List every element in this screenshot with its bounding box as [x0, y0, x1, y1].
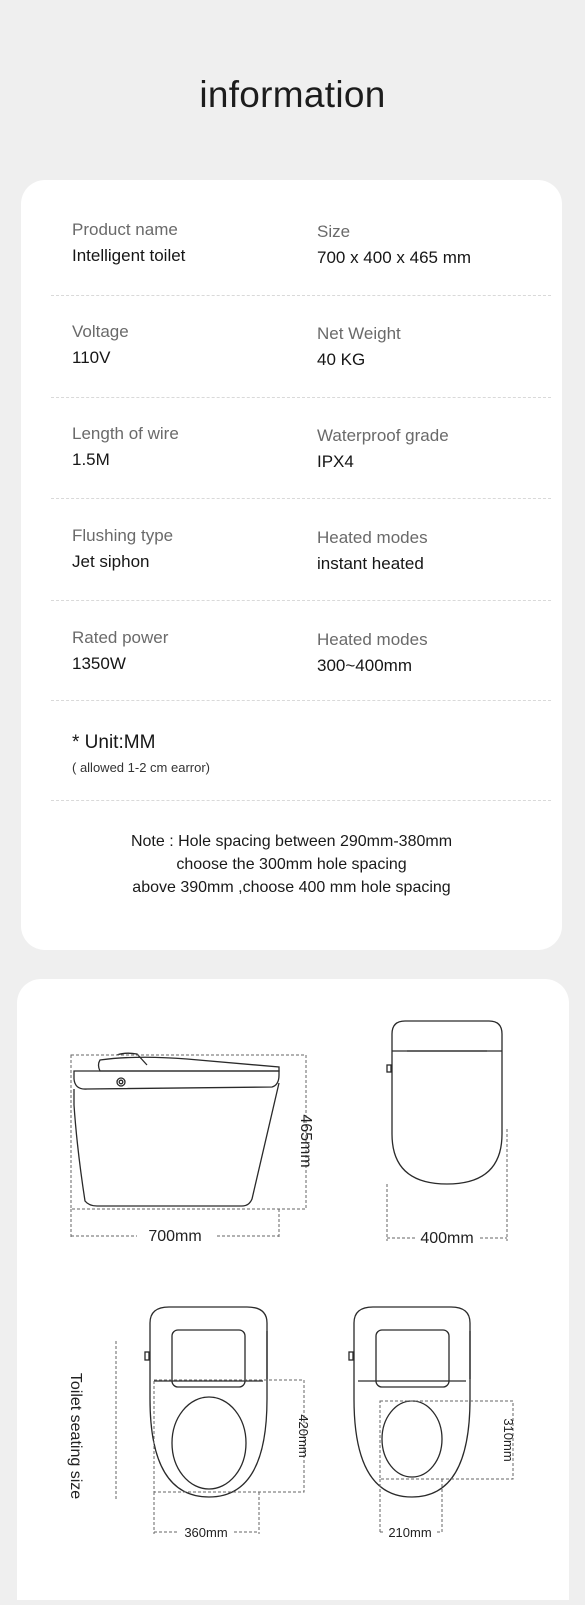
spec-cell: [72, 424, 179, 470]
row-divider: [51, 397, 551, 398]
spec-value: 1350W: [72, 654, 126, 673]
row-divider: [51, 295, 551, 296]
spec-row: [21, 628, 562, 732]
spec-cell: [317, 324, 401, 370]
toilet-seat-view-1: [145, 1307, 267, 1497]
toilet-top-view: [387, 1021, 502, 1184]
spec-label: Waterproof grade: [317, 426, 449, 445]
side-height-label: 465mm: [297, 1114, 314, 1168]
spec-row: [21, 424, 562, 528]
spec-value: Intelligent toilet: [72, 246, 186, 265]
row-divider: [51, 700, 551, 701]
row-divider: [51, 600, 551, 601]
spec-row: [21, 322, 562, 426]
top-width-label: 400mm: [420, 1230, 474, 1247]
spec-label: Size: [317, 222, 351, 241]
spec-cell: [317, 426, 449, 472]
specifications-card: [21, 180, 562, 950]
seating-size-label: Toilet seating size: [67, 1372, 84, 1500]
unit-subtitle: ( allowed 1-2 cm earror): [72, 760, 210, 775]
seat2-length-label: 310mm: [501, 1418, 516, 1462]
row-divider: [51, 498, 551, 499]
spec-label: Heated modes: [317, 630, 428, 649]
spec-value: 300~400mm: [317, 656, 412, 675]
note-line: choose the 300mm hole spacing: [176, 856, 407, 873]
spec-label: Heated modes: [317, 528, 428, 547]
row-divider: [51, 800, 551, 801]
spec-cell: [72, 526, 173, 572]
spec-cell: [317, 528, 428, 574]
dimensions-card: [17, 979, 569, 1600]
spec-value: 700 x 400 x 465 mm: [317, 248, 472, 267]
spec-label: Product name: [72, 220, 178, 239]
spec-row: [21, 526, 562, 630]
spec-value: 110V: [72, 348, 111, 367]
unit-title: * Unit:MM: [72, 732, 156, 753]
spec-cell: [72, 628, 168, 674]
page-title: information: [199, 74, 386, 115]
spec-cell: [72, 220, 185, 266]
toilet-seat-view-2: [349, 1307, 470, 1497]
spec-label: Length of wire: [72, 424, 179, 443]
dimension-diagram: [17, 979, 569, 1600]
spec-value: IPX4: [317, 452, 354, 471]
spec-value: 1.5M: [72, 450, 110, 469]
spec-value: 40 KG: [317, 350, 366, 369]
spec-row: [21, 220, 562, 324]
toilet-side-view: [74, 1053, 279, 1206]
seat1-width-label: 360mm: [184, 1525, 228, 1540]
note-line: above 390mm ,choose 400 mm hole spacing: [132, 879, 451, 896]
note-line: Note : Hole spacing between 290mm-380mm: [130, 833, 453, 850]
spec-label: Rated power: [72, 628, 169, 647]
seat2-width-label: 210mm: [388, 1525, 432, 1540]
spec-value: Jet siphon: [72, 552, 150, 571]
spec-cell: [317, 222, 471, 268]
spec-cell: [317, 630, 428, 676]
spec-label: Net Weight: [317, 324, 401, 343]
spec-cell: [72, 322, 129, 368]
spec-value: instant heated: [317, 554, 424, 573]
seat1-length-label: 420mm: [296, 1414, 311, 1458]
side-length-label: 700mm: [148, 1228, 202, 1245]
spec-label: Flushing type: [72, 526, 174, 545]
spec-label: Voltage: [72, 322, 129, 341]
